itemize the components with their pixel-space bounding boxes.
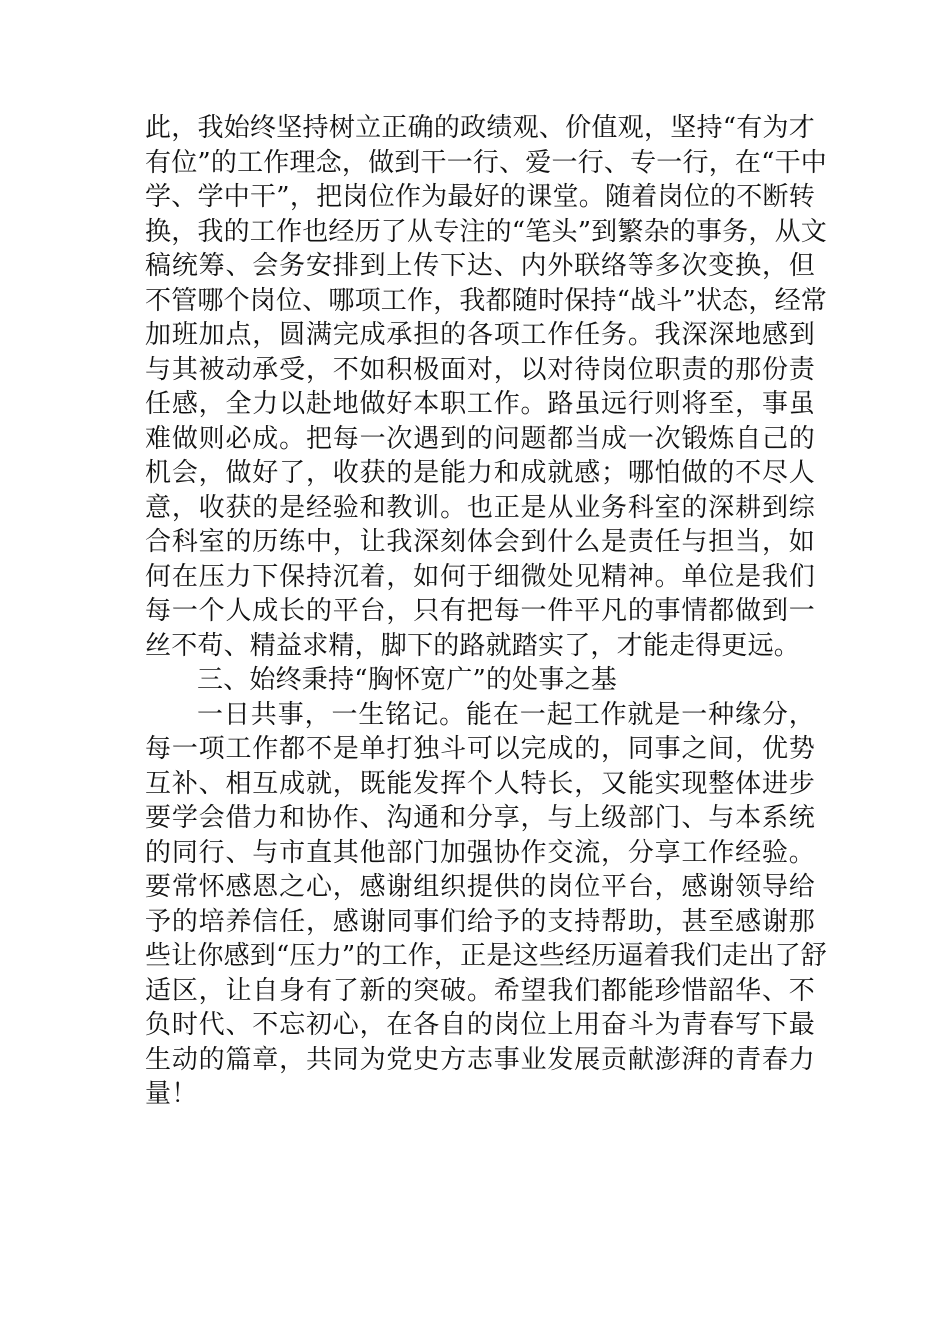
- text-line: 任感，全力以赴地做好本职工作。路虽远行则将至，事虽: [145, 389, 815, 419]
- section-heading: 三、始终秉持“胸怀宽广”的处事之基: [197, 665, 617, 695]
- text-line: 每一个人成长的平台，只有把每一件平凡的事情都做到一: [145, 596, 815, 626]
- text-line: 加班加点，圆满完成承担的各项工作任务。我深深地感到: [145, 320, 815, 350]
- text-line: 些让你感到“压力”的工作，正是这些经历逼着我们走出了舒: [145, 941, 827, 971]
- text-line: 要常怀感恩之心，感谢组织提供的岗位平台，感谢领导给: [145, 872, 815, 902]
- text-line: 适区，让自身有了新的突破。希望我们都能珍惜韶华、不: [145, 975, 815, 1006]
- text-line: 互补、相互成就，既能发挥个人特长，又能实现整体进步: [145, 768, 815, 799]
- text-line: 要学会借力和协作、沟通和分享，与上级部门、与本系统: [145, 803, 815, 833]
- text-line: 不管哪个岗位、哪项工作，我都随时保持“战斗”状态，经常: [145, 285, 827, 316]
- text-line: 意，收获的是经验和教训。也正是从业务科室的深耕到综: [145, 492, 815, 523]
- text-line: 予的培养信任，感谢同事们给予的支持帮助，甚至感谢那: [145, 906, 815, 937]
- text-line: 生动的篇章，共同为党史方志事业发展贡献澎湃的青春力: [145, 1044, 815, 1075]
- paragraph-end-line: 丝不苟、精益求精，脚下的路就踏实了，才能走得更远。: [145, 630, 801, 661]
- text-line: 难做则必成。把每一次遇到的问题都当成一次锻炼自己的: [145, 423, 815, 454]
- text-line: 合科室的历练中，让我深刻体会到什么是责任与担当，如: [145, 527, 815, 557]
- paragraph-first-line: 一日共事，一生铭记。能在一起工作就是一种缘分，: [197, 699, 815, 730]
- text-line: 换，我的工作也经历了从专注的“笔头”到繁杂的事务，从文: [145, 216, 827, 247]
- text-line: 每一项工作都不是单打独斗可以完成的，同事之间，优势: [145, 734, 815, 764]
- paragraph-end-line: 量！: [145, 1079, 198, 1109]
- text-line: 的同行、与市直其他部门加强协作交流，分享工作经验。: [145, 837, 815, 868]
- text-line: 稿统筹、会务安排到上传下达、内外联络等多次变换，但: [145, 251, 815, 281]
- text-line: 何在压力下保持沉着，如何于细微处见精神。单位是我们: [145, 561, 815, 592]
- text-line: 有位”的工作理念，做到干一行、爱一行、专一行，在“干中: [145, 147, 827, 178]
- text-line: 机会，做好了，收获的是能力和成就感；哪怕做的不尽人: [145, 458, 815, 488]
- text-line: 负时代、不忘初心，在各自的岗位上用奋斗为青春写下最: [145, 1010, 815, 1040]
- body-text: [145, 111, 827, 1112]
- text-line: 此，我始终坚持树立正确的政绩观、价值观，坚持“有为才: [145, 113, 815, 143]
- text-line: 与其被动承受，不如积极面对，以对待岗位职责的那份责: [145, 354, 815, 385]
- text-line: 学、学中干”，把岗位作为最好的课堂。随着岗位的不断转: [145, 182, 815, 212]
